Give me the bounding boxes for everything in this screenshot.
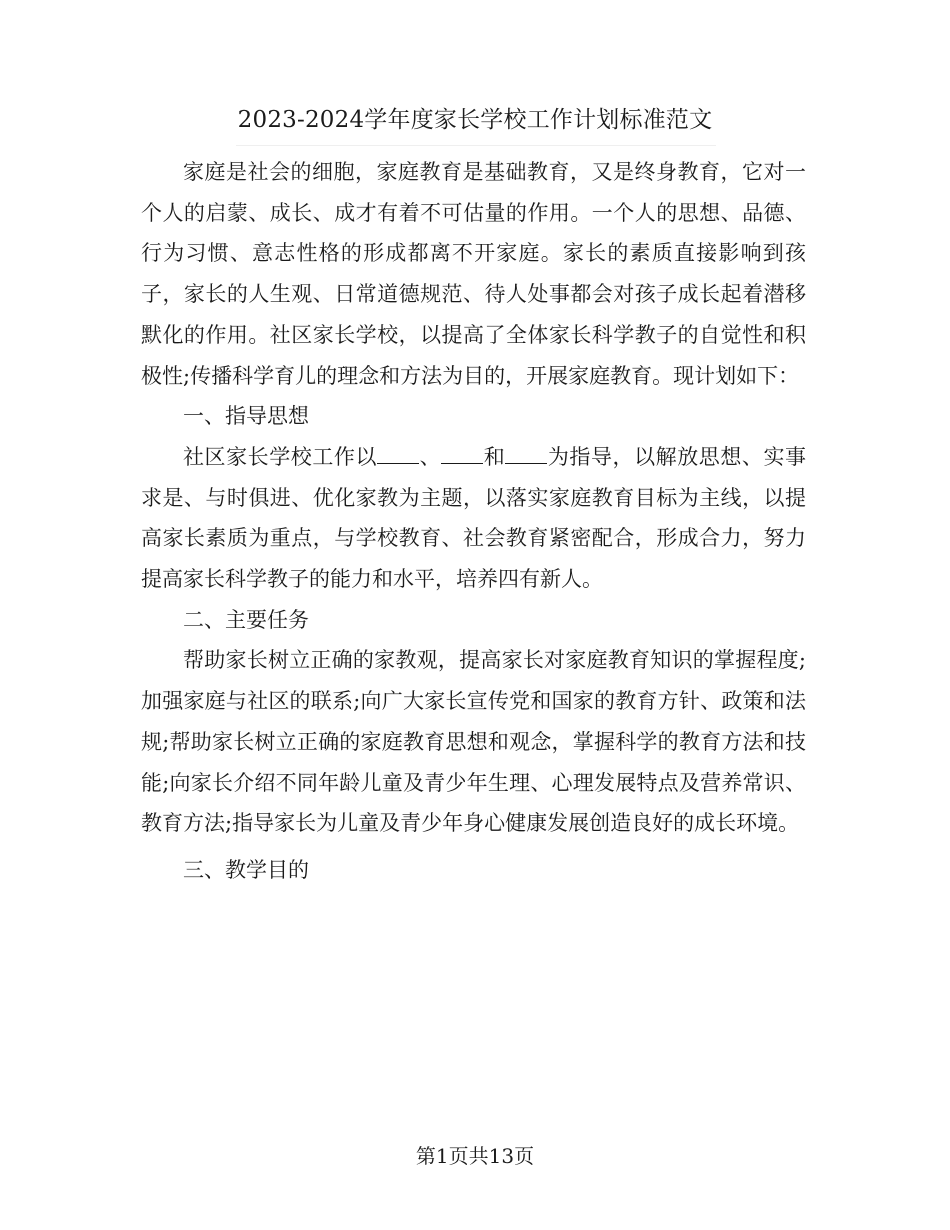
page-number-footer: 第1页共13页 — [415, 1144, 535, 1168]
guiding-ideology-paragraph — [141, 437, 806, 600]
guiding-ideology-text-start: 社区家长学校工作以 — [183, 444, 378, 469]
separator-comma: 、 — [419, 444, 442, 469]
title-divider — [236, 145, 716, 146]
intro-paragraph: 家庭是社会的细胞，家庭教育是基础教育，又是终身教育，它对一个人的启蒙、成长、成才有着不可估量的作用。一个人的思想、品德、行为习惯、意志性格的形成都离不开家庭。家长的素质直接影响到孩子，家长的人生观、日常道德规范、待人处事都会对孩子成长起着潜移默化的作用。社区家长学校，以提高了全体家长科学教子的自觉性和积极性;传播科学育儿的理念和方法为目的，开展家庭教育。现计划如下： — [141, 160, 806, 388]
document-body — [141, 152, 806, 891]
blank-line-1 — [377, 445, 419, 464]
separator-and: 和 — [483, 444, 506, 469]
section-heading-main-tasks: 二、主要任务 — [183, 607, 309, 632]
section-heading-teaching-purpose: 三、教学目的 — [183, 857, 309, 882]
blank-line-2 — [441, 445, 483, 464]
blank-line-3 — [505, 445, 547, 464]
main-tasks-paragraph: 帮助家长树立正确的家教观，提高家长对家庭教育知识的掌握程度;加强家庭与社区的联系;向广大家长宣传党和国家的教育方针、政策和法规;帮助家长树立正确的家庭教育思想和观念，掌握科学的教育方法和技能;向家长介绍不同年龄儿童及青少年生理、心理发展特点及营养常识、教育方法;指导家长为儿童及青少年身心健康发展创造良好的成长环境。 — [141, 648, 806, 836]
document-title: 2023-2024学年度家长学校工作计划标准范文 — [237, 107, 713, 133]
section-heading-guiding-ideology: 一、指导思想 — [183, 404, 309, 429]
guiding-ideology-text-end: 为指导，以解放思想、实事求是、与时俱进、优化家教为主题，以落实家庭教育目标为主线，以提高家长素质为重点，与学校教育、社会教育紧密配合，形成合力，努力提高家长科学教子的能力和水平，培养四有新人。 — [141, 444, 807, 592]
